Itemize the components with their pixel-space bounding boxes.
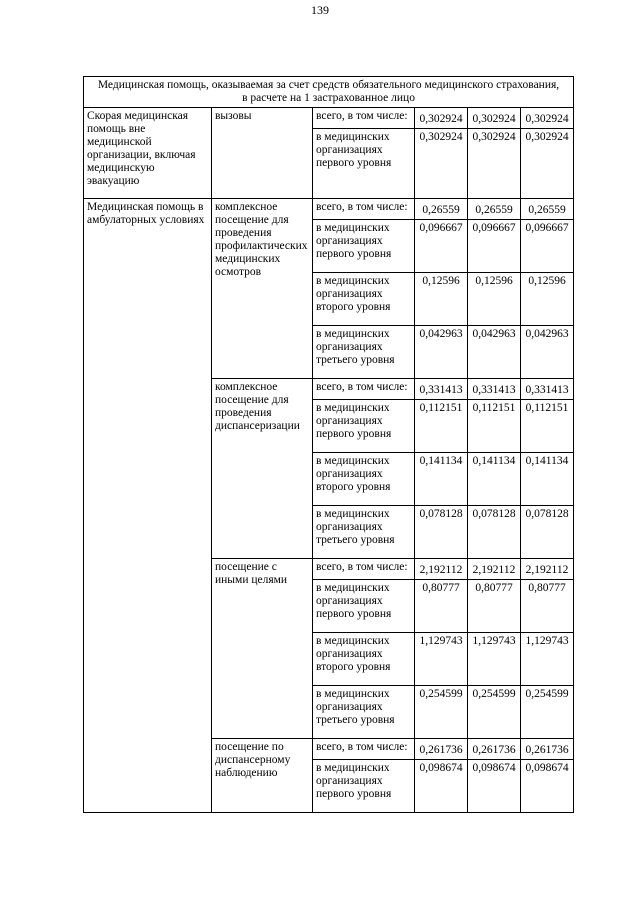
value-cell: 0,12596 — [468, 273, 521, 326]
row-label: всего, в том числе: — [313, 199, 415, 220]
row-label: в медицинских организациях первого уровня — [313, 400, 415, 453]
value-cell: 0,302924 — [415, 108, 468, 129]
row-label: в медицинских организациях первого уровня — [313, 129, 415, 199]
unit-label: комплексное посещение для проведения профилактических медицинских осмотров — [212, 199, 313, 379]
page-number: 139 — [311, 3, 329, 17]
value-cell: 0,80777 — [415, 580, 468, 633]
value-cell: 0,26559 — [468, 199, 521, 220]
value-cell: 0,254599 — [521, 686, 574, 739]
unit-label: вызовы — [212, 108, 313, 199]
row-label: всего, в том числе: — [313, 108, 415, 129]
value-cell: 0,096667 — [415, 220, 468, 273]
section-title: Медицинская помощь в амбулаторных условиях — [84, 199, 212, 813]
value-cell: 0,112151 — [468, 400, 521, 453]
table-row — [84, 108, 574, 129]
value-cell: 0,254599 — [415, 686, 468, 739]
value-cell: 0,80777 — [521, 580, 574, 633]
value-cell: 0,042963 — [468, 326, 521, 379]
value-cell: 1,129743 — [521, 633, 574, 686]
value-cell: 0,302924 — [415, 129, 468, 199]
header-line-2: в расчете на 1 застрахованное лицо — [242, 92, 415, 104]
value-cell: 2,192112 — [521, 559, 574, 580]
value-cell: 0,042963 — [415, 326, 468, 379]
value-cell: 0,331413 — [415, 379, 468, 400]
value-cell: 0,042963 — [521, 326, 574, 379]
value-cell: 0,141134 — [521, 453, 574, 506]
value-cell: 0,141134 — [468, 453, 521, 506]
value-cell: 0,331413 — [468, 379, 521, 400]
value-cell: 0,098674 — [521, 760, 574, 813]
value-cell: 2,192112 — [468, 559, 521, 580]
row-label: в медицинских организациях первого уровня — [313, 580, 415, 633]
value-cell: 0,80777 — [468, 580, 521, 633]
value-cell: 0,302924 — [468, 129, 521, 199]
value-cell: 0,112151 — [521, 400, 574, 453]
value-cell: 0,078128 — [521, 506, 574, 559]
value-cell: 0,12596 — [415, 273, 468, 326]
row-label: всего, в том числе: — [313, 379, 415, 400]
row-label: в медицинских организациях третьего уровня — [313, 326, 415, 379]
unit-label: посещение по диспансерному наблюдению — [212, 739, 313, 813]
value-cell: 0,261736 — [468, 739, 521, 760]
row-label: в медицинских организациях первого уровня — [313, 760, 415, 813]
table-header — [84, 77, 574, 108]
value-cell: 0,302924 — [521, 108, 574, 129]
section-title: Скорая медицинская помощь вне медицинской организации, включая медицинскую эвакуацию — [84, 108, 212, 199]
value-cell: 0,261736 — [415, 739, 468, 760]
value-cell: 0,331413 — [521, 379, 574, 400]
row-label: в медицинских организациях первого уровня — [313, 220, 415, 273]
value-cell: 0,302924 — [521, 129, 574, 199]
row-label: всего, в том числе: — [313, 739, 415, 760]
value-cell: 0,098674 — [415, 760, 468, 813]
table-header-row — [84, 77, 574, 108]
value-cell: 0,254599 — [468, 686, 521, 739]
row-label: в медицинских организациях второго уровня — [313, 453, 415, 506]
row-label: всего, в том числе: — [313, 559, 415, 580]
value-cell: 0,26559 — [415, 199, 468, 220]
value-cell: 2,192112 — [415, 559, 468, 580]
header-line-1: Медицинская помощь, оказываемая за счет средств обязательного медицинского страхования, — [97, 79, 560, 91]
value-cell: 0,078128 — [415, 506, 468, 559]
value-cell: 0,26559 — [521, 199, 574, 220]
row-label: в медицинских организациях второго уровня — [313, 273, 415, 326]
value-cell: 0,12596 — [521, 273, 574, 326]
value-cell: 0,141134 — [415, 453, 468, 506]
value-cell: 0,096667 — [521, 220, 574, 273]
value-cell: 0,096667 — [468, 220, 521, 273]
table-row — [84, 199, 574, 220]
oms-volume-table — [83, 76, 574, 813]
unit-label: комплексное посещение для проведения диспансеризации — [212, 379, 313, 559]
value-cell: 1,129743 — [468, 633, 521, 686]
value-cell: 0,112151 — [415, 400, 468, 453]
value-cell: 0,261736 — [521, 739, 574, 760]
unit-label: посещение с иными целями — [212, 559, 313, 739]
row-label: в медицинских организациях третьего уровня — [313, 506, 415, 559]
value-cell: 1,129743 — [415, 633, 468, 686]
value-cell: 0,098674 — [468, 760, 521, 813]
value-cell: 0,302924 — [468, 108, 521, 129]
row-label: в медицинских организациях третьего уровня — [313, 686, 415, 739]
value-cell: 0,078128 — [468, 506, 521, 559]
row-label: в медицинских организациях второго уровня — [313, 633, 415, 686]
